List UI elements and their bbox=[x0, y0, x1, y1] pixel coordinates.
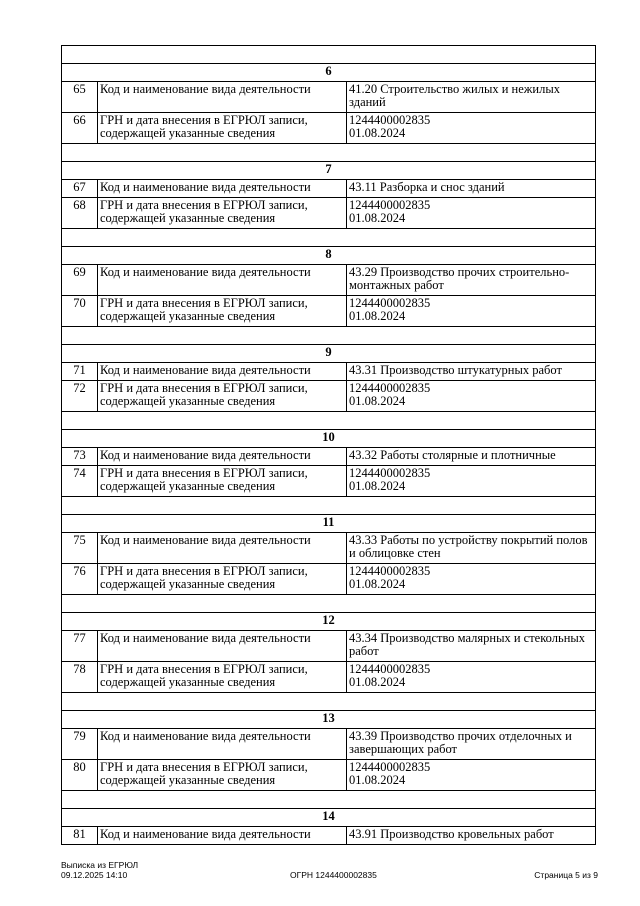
field-value: 41.20 Строительство жилых и нежилых зданий bbox=[347, 82, 596, 113]
spacer-cell bbox=[62, 327, 596, 345]
field-value: 43.91 Производство кровельных работ bbox=[347, 827, 596, 845]
field-value: 43.11 Разборка и снос зданий bbox=[347, 180, 596, 198]
spacer-row bbox=[62, 229, 596, 247]
field-value: 1244400002835 01.08.2024 bbox=[347, 381, 596, 412]
field-label: Код и наименование вида деятельности bbox=[98, 363, 347, 381]
section-number: 12 bbox=[62, 613, 596, 631]
field-label: Код и наименование вида деятельности bbox=[98, 82, 347, 113]
spacer-cell bbox=[62, 595, 596, 613]
field-value: 1244400002835 01.08.2024 bbox=[347, 466, 596, 497]
table-row bbox=[62, 180, 596, 198]
field-value: 43.29 Производство прочих строительно-монтажных работ bbox=[347, 265, 596, 296]
spacer-row bbox=[62, 144, 596, 162]
spacer-cell bbox=[62, 693, 596, 711]
section-header-row bbox=[62, 162, 596, 180]
row-number: 77 bbox=[62, 631, 98, 662]
spacer-row bbox=[62, 693, 596, 711]
field-label: Код и наименование вида деятельности bbox=[98, 265, 347, 296]
row-number: 81 bbox=[62, 827, 98, 845]
field-value: 1244400002835 01.08.2024 bbox=[347, 760, 596, 791]
field-value: 1244400002835 01.08.2024 bbox=[347, 198, 596, 229]
spacer-row bbox=[62, 46, 596, 64]
row-number: 66 bbox=[62, 113, 98, 144]
field-value: 1244400002835 01.08.2024 bbox=[347, 564, 596, 595]
row-number: 73 bbox=[62, 448, 98, 466]
row-number: 75 bbox=[62, 533, 98, 564]
table-row bbox=[62, 198, 596, 229]
field-value: 43.32 Работы столярные и плотничные bbox=[347, 448, 596, 466]
field-label: Код и наименование вида деятельности bbox=[98, 448, 347, 466]
table-row bbox=[62, 466, 596, 497]
section-header-row bbox=[62, 430, 596, 448]
table-row bbox=[62, 631, 596, 662]
table-row bbox=[62, 265, 596, 296]
spacer-cell bbox=[62, 412, 596, 430]
egrul-extract-table bbox=[61, 45, 596, 845]
spacer-row bbox=[62, 791, 596, 809]
table-row bbox=[62, 82, 596, 113]
row-number: 65 bbox=[62, 82, 98, 113]
table-row bbox=[62, 363, 596, 381]
field-value: 43.39 Производство прочих отделочных и завершающих работ bbox=[347, 729, 596, 760]
field-value: 43.34 Производство малярных и стекольных работ bbox=[347, 631, 596, 662]
row-number: 69 bbox=[62, 265, 98, 296]
section-number: 7 bbox=[62, 162, 596, 180]
section-number: 10 bbox=[62, 430, 596, 448]
section-header-row bbox=[62, 613, 596, 631]
row-number: 76 bbox=[62, 564, 98, 595]
field-label: ГРН и дата внесения в ЕГРЮЛ записи, содержащей указанные сведения bbox=[98, 296, 347, 327]
table-row bbox=[62, 113, 596, 144]
table-row bbox=[62, 760, 596, 791]
table-row bbox=[62, 729, 596, 760]
field-label: Код и наименование вида деятельности bbox=[98, 729, 347, 760]
row-number: 72 bbox=[62, 381, 98, 412]
spacer-row bbox=[62, 327, 596, 345]
field-label: Код и наименование вида деятельности bbox=[98, 180, 347, 198]
spacer-row bbox=[62, 497, 596, 515]
row-number: 67 bbox=[62, 180, 98, 198]
spacer-row bbox=[62, 412, 596, 430]
extract-table-body bbox=[62, 46, 596, 845]
row-number: 80 bbox=[62, 760, 98, 791]
table-row bbox=[62, 296, 596, 327]
section-header-row bbox=[62, 515, 596, 533]
section-header-row bbox=[62, 809, 596, 827]
field-label: ГРН и дата внесения в ЕГРЮЛ записи, содержащей указанные сведения bbox=[98, 564, 347, 595]
table-row bbox=[62, 564, 596, 595]
field-label: Код и наименование вида деятельности bbox=[98, 827, 347, 845]
field-label: ГРН и дата внесения в ЕГРЮЛ записи, содержащей указанные сведения bbox=[98, 198, 347, 229]
section-header-row bbox=[62, 711, 596, 729]
field-label: Код и наименование вида деятельности bbox=[98, 631, 347, 662]
section-number: 6 bbox=[62, 64, 596, 82]
field-label: ГРН и дата внесения в ЕГРЮЛ записи, содержащей указанные сведения bbox=[98, 113, 347, 144]
row-number: 68 bbox=[62, 198, 98, 229]
spacer-cell bbox=[62, 46, 596, 64]
spacer-cell bbox=[62, 791, 596, 809]
row-number: 79 bbox=[62, 729, 98, 760]
section-number: 9 bbox=[62, 345, 596, 363]
spacer-cell bbox=[62, 229, 596, 247]
spacer-cell bbox=[62, 144, 596, 162]
field-value: 43.31 Производство штукатурных работ bbox=[347, 363, 596, 381]
field-label: ГРН и дата внесения в ЕГРЮЛ записи, содержащей указанные сведения bbox=[98, 466, 347, 497]
section-header-row bbox=[62, 345, 596, 363]
footer-ogrn: ОГРН 1244400002835 bbox=[290, 870, 377, 880]
section-header-row bbox=[62, 64, 596, 82]
table-row bbox=[62, 448, 596, 466]
field-label: ГРН и дата внесения в ЕГРЮЛ записи, содержащей указанные сведения bbox=[98, 662, 347, 693]
field-label: ГРН и дата внесения в ЕГРЮЛ записи, содержащей указанные сведения bbox=[98, 760, 347, 791]
row-number: 74 bbox=[62, 466, 98, 497]
field-value: 1244400002835 01.08.2024 bbox=[347, 662, 596, 693]
field-label: Код и наименование вида деятельности bbox=[98, 533, 347, 564]
section-number: 14 bbox=[62, 809, 596, 827]
row-number: 78 bbox=[62, 662, 98, 693]
footer-page-number: Страница 5 из 9 bbox=[534, 870, 598, 880]
table-row bbox=[62, 827, 596, 845]
table-row bbox=[62, 533, 596, 564]
section-number: 11 bbox=[62, 515, 596, 533]
section-number: 8 bbox=[62, 247, 596, 265]
section-header-row bbox=[62, 247, 596, 265]
section-number: 13 bbox=[62, 711, 596, 729]
row-number: 71 bbox=[62, 363, 98, 381]
spacer-cell bbox=[62, 497, 596, 515]
field-value: 1244400002835 01.08.2024 bbox=[347, 296, 596, 327]
footer-document-info: Выписка из ЕГРЮЛ 09.12.2025 14:10 bbox=[61, 860, 139, 880]
table-row bbox=[62, 662, 596, 693]
field-value: 43.33 Работы по устройству покрытий полов и облицовке стен bbox=[347, 533, 596, 564]
field-value: 1244400002835 01.08.2024 bbox=[347, 113, 596, 144]
table-row bbox=[62, 381, 596, 412]
row-number: 70 bbox=[62, 296, 98, 327]
field-label: ГРН и дата внесения в ЕГРЮЛ записи, содержащей указанные сведения bbox=[98, 381, 347, 412]
spacer-row bbox=[62, 595, 596, 613]
